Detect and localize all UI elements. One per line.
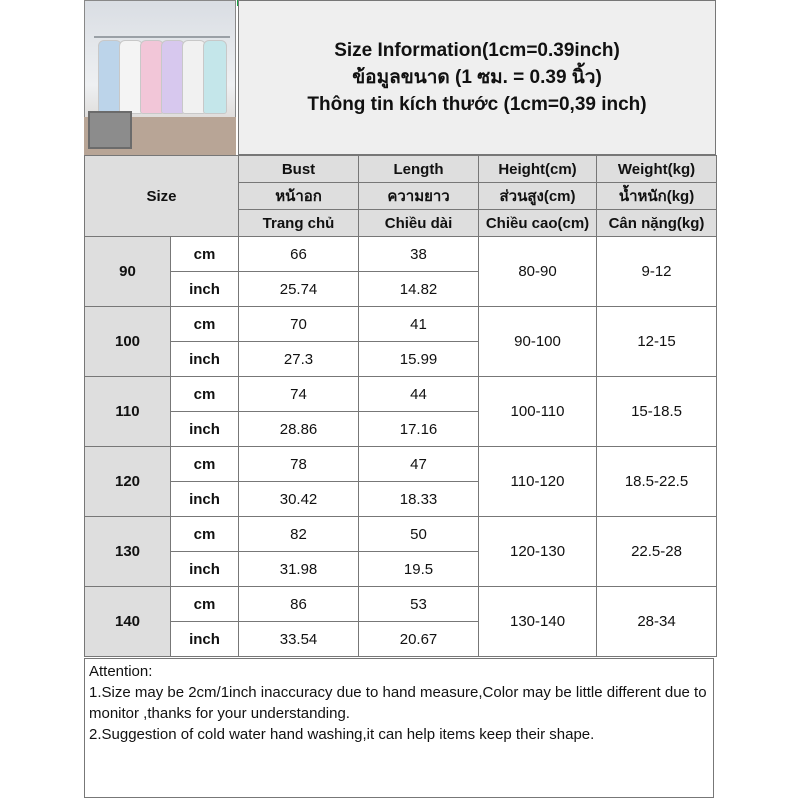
length-cm: 53	[359, 587, 479, 622]
attention-title: Attention:	[89, 663, 153, 680]
bust-cm: 86	[239, 587, 359, 622]
unit-inch: inch	[171, 412, 239, 447]
col-weight-vi: Cân nặng(kg)	[597, 210, 717, 237]
unit-inch: inch	[171, 552, 239, 587]
length-inch: 20.67	[359, 622, 479, 657]
unit-cm: cm	[171, 377, 239, 412]
length-inch: 18.33	[359, 482, 479, 517]
product-photo	[84, 0, 236, 155]
bust-cm: 82	[239, 517, 359, 552]
col-length-vi: Chiều dài	[359, 210, 479, 237]
size-value: 90	[85, 237, 171, 307]
table-row	[85, 307, 717, 342]
table-row	[85, 237, 717, 272]
length-inch: 17.16	[359, 412, 479, 447]
col-height-vi: Chiều cao(cm)	[479, 210, 597, 237]
unit-inch: inch	[171, 622, 239, 657]
unit-cm: cm	[171, 237, 239, 272]
col-length-en: Length	[359, 156, 479, 183]
height-range: 90-100	[479, 307, 597, 377]
header-title-vi: Thông tin kích thước (1cm=0,39 inch)	[307, 94, 647, 115]
height-range: 120-130	[479, 517, 597, 587]
height-range: 100-110	[479, 377, 597, 447]
bust-inch: 31.98	[239, 552, 359, 587]
size-label: Size	[85, 156, 239, 237]
size-information-header	[238, 0, 716, 155]
bust-cm: 78	[239, 447, 359, 482]
length-cm: 44	[359, 377, 479, 412]
length-cm: 41	[359, 307, 479, 342]
table-row	[85, 587, 717, 622]
col-height-en: Height(cm)	[479, 156, 597, 183]
length-cm: 38	[359, 237, 479, 272]
unit-inch: inch	[171, 482, 239, 517]
header-title-th: ข้อมูลขนาด (1 ซม. = 0.39 นิ้ว)	[352, 67, 602, 88]
weight-range: 9-12	[597, 237, 717, 307]
bust-cm: 74	[239, 377, 359, 412]
size-table	[84, 155, 717, 657]
height-range: 110-120	[479, 447, 597, 517]
unit-inch: inch	[171, 272, 239, 307]
weight-range: 12-15	[597, 307, 717, 377]
col-bust-en: Bust	[239, 156, 359, 183]
bust-inch: 27.3	[239, 342, 359, 377]
attention-notes	[84, 658, 714, 798]
bust-inch: 33.54	[239, 622, 359, 657]
header-title-en: Size Information(1cm=0.39inch)	[334, 40, 620, 61]
col-weight-en: Weight(kg)	[597, 156, 717, 183]
col-bust-vi: Trang chủ	[239, 210, 359, 237]
bust-inch: 30.42	[239, 482, 359, 517]
size-chart	[84, 0, 716, 800]
bust-cm: 66	[239, 237, 359, 272]
table-row	[85, 377, 717, 412]
bust-inch: 25.74	[239, 272, 359, 307]
unit-cm: cm	[171, 447, 239, 482]
clothes-rail	[94, 36, 230, 38]
col-height-th: ส่วนสูง(cm)	[479, 183, 597, 210]
unit-inch: inch	[171, 342, 239, 377]
length-inch: 14.82	[359, 272, 479, 307]
length-cm: 47	[359, 447, 479, 482]
size-value: 100	[85, 307, 171, 377]
size-value: 140	[85, 587, 171, 657]
length-cm: 50	[359, 517, 479, 552]
attention-note-2: 2.Suggestion of cold water hand washing,it can help items keep their shape.	[89, 726, 595, 743]
unit-cm: cm	[171, 307, 239, 342]
size-value: 120	[85, 447, 171, 517]
hoodie-garment	[203, 40, 227, 114]
unit-cm: cm	[171, 517, 239, 552]
height-range: 80-90	[479, 237, 597, 307]
length-inch: 15.99	[359, 342, 479, 377]
header-row-en	[85, 156, 717, 183]
attention-note-1: 1.Size may be 2cm/1inch inaccuracy due to hand measure,Color may be little different due to monitor ,thanks for your understanding.	[89, 684, 707, 722]
weight-range: 28-34	[597, 587, 717, 657]
table-row	[85, 517, 717, 552]
weight-range: 15-18.5	[597, 377, 717, 447]
wall-frame	[88, 111, 132, 149]
bust-cm: 70	[239, 307, 359, 342]
col-weight-th: น้ำหนัก(kg)	[597, 183, 717, 210]
size-value: 110	[85, 377, 171, 447]
col-length-th: ความยาว	[359, 183, 479, 210]
height-range: 130-140	[479, 587, 597, 657]
length-inch: 19.5	[359, 552, 479, 587]
weight-range: 18.5-22.5	[597, 447, 717, 517]
col-bust-th: หน้าอก	[239, 183, 359, 210]
bust-inch: 28.86	[239, 412, 359, 447]
weight-range: 22.5-28	[597, 517, 717, 587]
table-row	[85, 447, 717, 482]
unit-cm: cm	[171, 587, 239, 622]
size-value: 130	[85, 517, 171, 587]
